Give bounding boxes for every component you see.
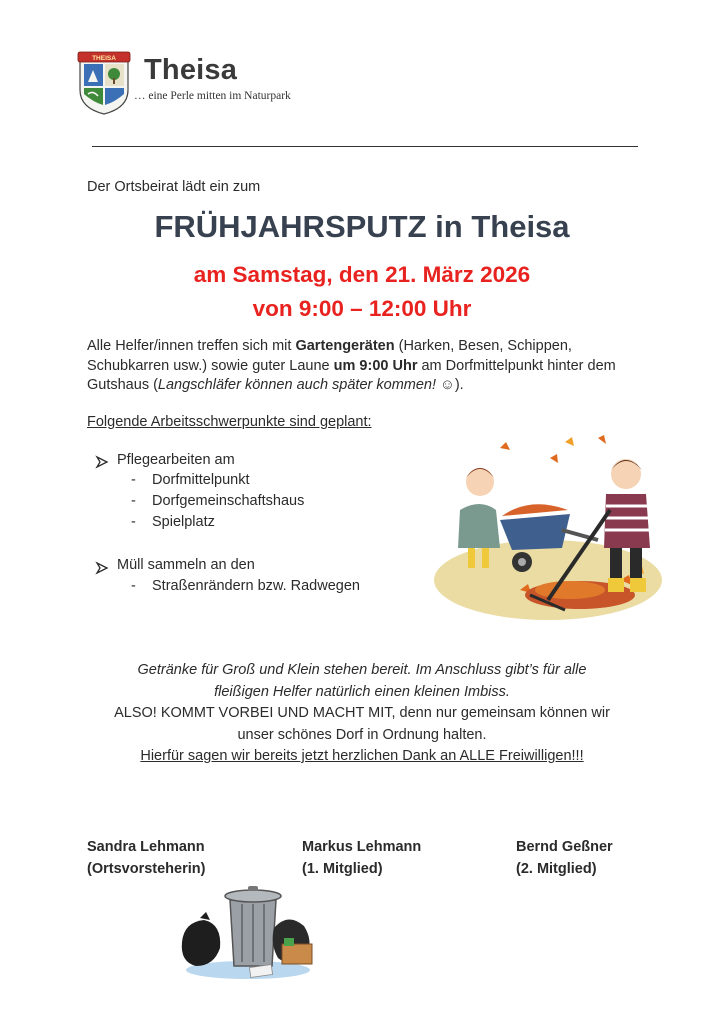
closing-line: Getränke für Groß und Klein stehen bereit. Im Anschluss gibt’s für alle — [137, 662, 587, 678]
kids-raking-leaves-illustration — [430, 430, 666, 620]
crest-banner-text: THEISA — [92, 55, 116, 62]
header-divider — [92, 146, 638, 147]
arrow-bullet-icon — [95, 455, 109, 469]
focus-heading: Folgende Arbeitsschwerpunkte sind geplant: — [87, 414, 372, 430]
para-text: am Dorfmittelpunkt hinter dem Gutshaus ( — [87, 357, 616, 393]
para-italic-note: Langschläfer können auch später kommen! ☺ — [157, 377, 455, 393]
para-bold-time: um 9:00 Uhr — [333, 357, 418, 374]
task-group-label: Müll sammeln an den — [117, 557, 255, 573]
event-title: FRÜHJAHRSPUTZ in Theisa — [154, 209, 570, 244]
para-bold-tools: Gartengeräten — [295, 338, 395, 354]
task-group-label: Pflegearbeiten am — [117, 452, 235, 468]
list-dash: - — [131, 472, 136, 488]
task-item: Straßenrändern bzw. Radwegen — [152, 578, 360, 594]
task-item: Dorfgemeinschaftshaus — [152, 493, 305, 509]
trash-bin-illustration — [178, 882, 320, 982]
arrow-bullet-icon — [95, 561, 109, 575]
closing-line: fleißigen Helfer natürlich einen kleinen Imbiss. — [214, 683, 510, 700]
signature-role: (2. Mitglied) — [516, 861, 597, 877]
signature-role: (Ortsvorsteherin) — [87, 861, 206, 877]
task-item: Dorfmittelpunkt — [152, 472, 250, 488]
brand-name: Theisa — [144, 54, 238, 86]
task-item: Spielplatz — [152, 514, 215, 530]
list-dash: - — [131, 578, 136, 594]
event-date: am Samstag, den 21. März 2026 — [193, 262, 531, 287]
closing-line: ALSO! KOMMT VORBEI UND MACHT MIT, denn nur gemeinsam können wir — [114, 705, 610, 721]
list-dash: - — [131, 493, 136, 509]
tagline: … eine Perle mitten im Naturpark — [134, 90, 291, 102]
thanks-line: Hierfür sagen wir bereits jetzt herzlichen Dank an ALLE Freiwilligen!!! — [140, 748, 584, 764]
closing-text — [70, 660, 654, 768]
closing-line: unser schönes Dorf in Ordnung halten. — [237, 726, 487, 743]
event-time: von 9:00 – 12:00 Uhr — [252, 296, 472, 321]
signature-name: Bernd Geßner — [516, 839, 613, 855]
para-text: ). — [454, 377, 464, 393]
meeting-paragraph — [87, 337, 647, 396]
village-crest-logo — [76, 50, 132, 116]
signature-role: (1. Mitglied) — [302, 861, 383, 877]
para-text: (Harken, Besen, Schippen, Schubkarren usw.) sowie guter Laune — [87, 338, 572, 374]
signature-name: Sandra Lehmann — [87, 839, 205, 855]
signature-name: Markus Lehmann — [302, 839, 422, 855]
para-text: Alle Helfer/innen treffen sich mit — [87, 338, 296, 354]
intro-text: Der Ortsbeirat lädt ein zum — [87, 179, 261, 195]
list-dash: - — [131, 514, 136, 530]
